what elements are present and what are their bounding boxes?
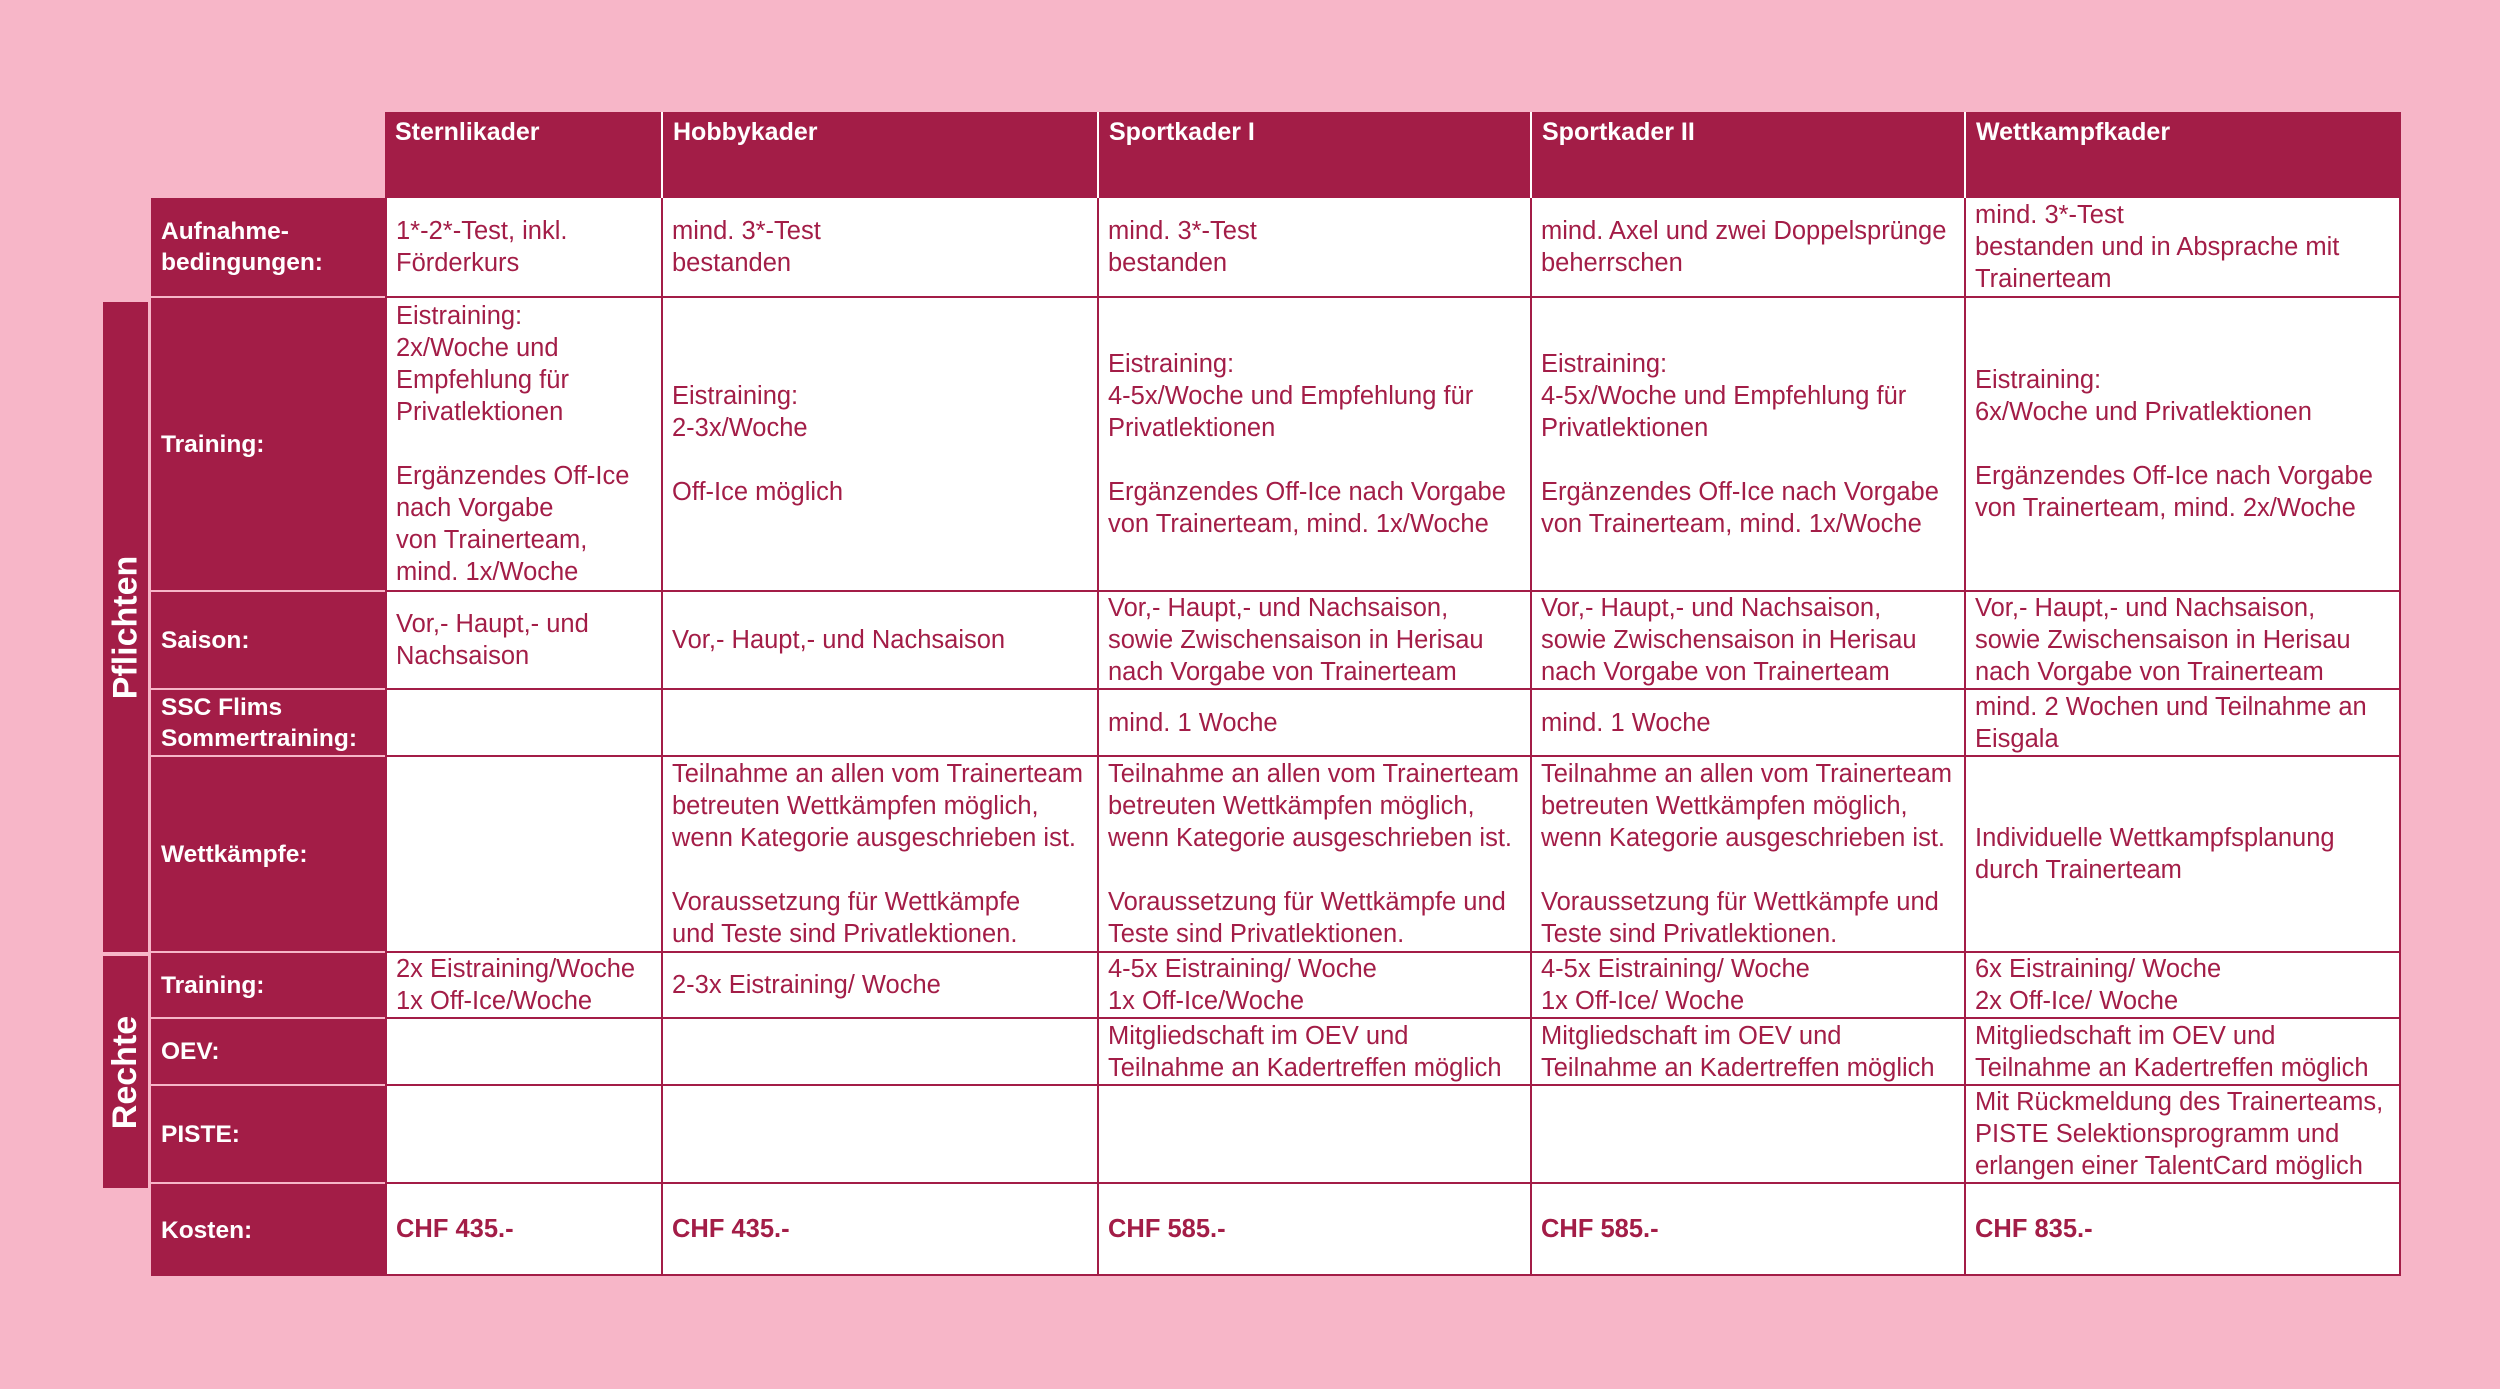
column-header-wettkampfkader: Wettkampfkader	[1966, 112, 2401, 198]
group-label-rechte-text: Rechte	[106, 1015, 144, 1129]
table-cell: Vor,- Haupt,- und Nachsaison, sowie Zwischensaison in Herisau nach Vorgabe von Trainerteam	[1099, 592, 1532, 690]
table-cell: 4-5x Eistraining/ Woche 1x Off-Ice/ Woche	[1532, 953, 1966, 1019]
table-cell	[663, 1086, 1099, 1184]
table-cell: 2-3x Eistraining/ Woche	[663, 953, 1099, 1019]
table-cell: Mitgliedschaft im OEV und Teilnahme an Kadertreffen möglich	[1532, 1019, 1966, 1086]
table-cell: Teilnahme an allen vom Trainerteam betreuten Wettkämpfen möglich, wenn Kategorie ausgeschrieben ist. Voraussetzung für Wettkämpfe und Teste sind Privatlektionen.	[1532, 757, 1966, 953]
column-header-hobbykader: Hobbykader	[663, 112, 1099, 198]
table-cell: Vor,- Haupt,- und Nachsaison, sowie Zwischensaison in Herisau nach Vorgabe von Trainerteam	[1532, 592, 1966, 690]
table-cell: mind. 3*-Test bestanden	[663, 198, 1099, 298]
table-cell: 2x Eistraining/Woche 1x Off-Ice/Woche	[385, 953, 663, 1019]
table-cell: mind. 1 Woche	[1099, 690, 1532, 757]
table-cell: 6x Eistraining/ Woche 2x Off-Ice/ Woche	[1966, 953, 2401, 1019]
table-corner	[151, 112, 385, 198]
table-cell	[1099, 1086, 1532, 1184]
table-cell: mind. Axel und zwei Doppelsprünge beherrschen	[1532, 198, 1966, 298]
table-cell: Vor,- Haupt,- und Nachsaison	[385, 592, 663, 690]
table-cell	[385, 690, 663, 757]
table-cell: Eistraining: 2x/Woche und Empfehlung für Privatlektionen Ergänzendes Off-Ice nach Vorgabe von Trainerteam, mind. 1x/Woche	[385, 298, 663, 592]
row-label: Training:	[151, 298, 385, 592]
row-label: OEV:	[151, 1019, 385, 1086]
table-cell: Teilnahme an allen vom Trainerteam betreuten Wettkämpfen möglich, wenn Kategorie ausgeschrieben ist. Voraussetzung für Wettkämpfe und Teste sind Privatlektionen.	[663, 757, 1099, 953]
group-label-pflichten-text: Pflichten	[106, 555, 145, 699]
table-cell	[385, 1019, 663, 1086]
table-cell: CHF 435.-	[663, 1184, 1099, 1276]
table-cell	[663, 1019, 1099, 1086]
table-cell: Eistraining: 4-5x/Woche und Empfehlung für Privatlektionen Ergänzendes Off-Ice nach Vorgabe von Trainerteam, mind. 1x/Woche	[1099, 298, 1532, 592]
table-cell: Teilnahme an allen vom Trainerteam betreuten Wettkämpfen möglich, wenn Kategorie ausgeschrieben ist. Voraussetzung für Wettkämpfe und Teste sind Privatlektionen.	[1099, 757, 1532, 953]
row-label: Kosten:	[151, 1184, 385, 1276]
table-cell: Vor,- Haupt,- und Nachsaison, sowie Zwischensaison in Herisau nach Vorgabe von Trainerteam	[1966, 592, 2401, 690]
row-label: Training:	[151, 953, 385, 1019]
row-label: SSC Flims Sommertraining:	[151, 690, 385, 757]
column-header-sportkader-i: Sportkader I	[1099, 112, 1532, 198]
table-cell: Eistraining: 6x/Woche und Privatlektionen Ergänzendes Off-Ice nach Vorgabe von Trainerteam, mind. 2x/Woche	[1966, 298, 2401, 592]
table-cell: mind. 2 Wochen und Teilnahme an Eisgala	[1966, 690, 2401, 757]
table-cell: Individuelle Wettkampfsplanung durch Trainerteam	[1966, 757, 2401, 953]
table-cell	[663, 690, 1099, 757]
kader-comparison-table	[151, 112, 2401, 1276]
row-label: Aufnahme- bedingungen:	[151, 198, 385, 298]
table-cell: mind. 3*-Test bestanden	[1099, 198, 1532, 298]
table-cell: Mit Rückmeldung des Trainerteams, PISTE Selektionsprogramm und erlangen einer TalentCard möglich	[1966, 1086, 2401, 1184]
table-cell: Eistraining: 4-5x/Woche und Empfehlung für Privatlektionen Ergänzendes Off-Ice nach Vorgabe von Trainerteam, mind. 1x/Woche	[1532, 298, 1966, 592]
table-cell: 1*-2*-Test, inkl. Förderkurs	[385, 198, 663, 298]
table-cell	[385, 757, 663, 953]
table-cell: CHF 835.-	[1966, 1184, 2401, 1276]
table-cell	[1532, 1086, 1966, 1184]
table-cell: CHF 435.-	[385, 1184, 663, 1276]
group-label-pflichten	[103, 302, 148, 952]
group-label-rechte	[103, 956, 148, 1188]
table-cell: mind. 3*-Test bestanden und in Absprache mit Trainerteam	[1966, 198, 2401, 298]
row-label: Wettkämpfe:	[151, 757, 385, 953]
table-cell: Vor,- Haupt,- und Nachsaison	[663, 592, 1099, 690]
row-label: Saison:	[151, 592, 385, 690]
table-cell: Mitgliedschaft im OEV und Teilnahme an Kadertreffen möglich	[1966, 1019, 2401, 1086]
table-cell: CHF 585.-	[1532, 1184, 1966, 1276]
column-header-sternlikader: Sternlikader	[385, 112, 663, 198]
table-cell: 4-5x Eistraining/ Woche 1x Off-Ice/Woche	[1099, 953, 1532, 1019]
table-cell: mind. 1 Woche	[1532, 690, 1966, 757]
table-cell	[385, 1086, 663, 1184]
row-label: PISTE:	[151, 1086, 385, 1184]
table-cell: CHF 585.-	[1099, 1184, 1532, 1276]
column-header-sportkader-ii: Sportkader II	[1532, 112, 1966, 198]
table-cell: Mitgliedschaft im OEV und Teilnahme an Kadertreffen möglich	[1099, 1019, 1532, 1086]
table-cell: Eistraining: 2-3x/Woche Off-Ice möglich	[663, 298, 1099, 592]
